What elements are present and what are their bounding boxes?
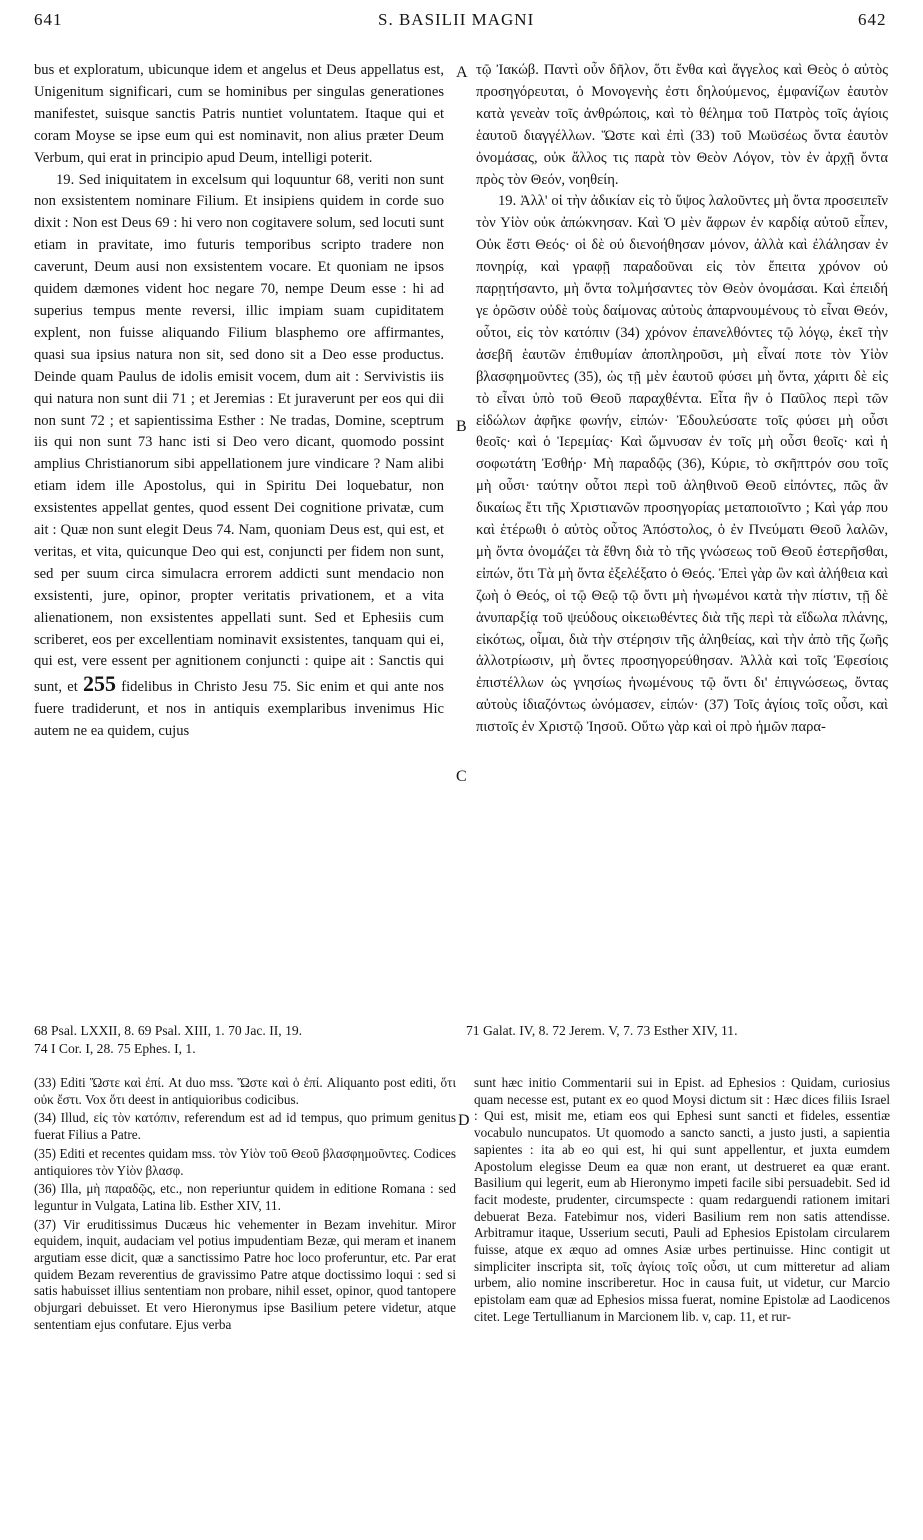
note-37-continued: sunt hæc initio Commentarii sui in Epist. ad Ephesios : Quidam, curiosius quam necesse est, putant ex eo quod Moysi dictum sit : Hæc dices filiis Israel : Qui est, misit me, etiam eos qui Ephesi sunt sancti et fideles, essentiæ vocabulo nuncupatos. Ut quomodo a sancto sancti, a justo justi, a sapientia sapientes : ita ab eo qui est, hi qui sunt appellentur, et juxta eumdem Apostolum elegisse Deum ea quæ non erant, ut destrueret ea quæ erant. Basilium qui legerit, eum ab Hieronymo impeti facile sibi persuadebit. Sed id facit modeste, prudenter, circumspecte : quam redarguendi rationem imitari debuerat Beza. Fatebimur nos, videri Basilium rem non satis attendisse. Arbitramur itaque, Usserium secuti, Pauli ad Ephesios Epistolam circularem fuisse, atque ex æquo ad omnes Asiæ urbes pertinuisse. Hinc contigit ut simpliciter inscripta sit, τοῖς ἁγίοις τοῖς οὖσι, ut cum mitteretur ad aliam urbem, alio nomine inscriberetur. Hoc in causa fuit, ut videtur, cur Marcio epistolam eam quæ ad Ephesios missa fuerat, nomine Epistolæ ad Laodicenos citet. Lege Tertullianum in Marcionem lib. v, cap. 11, et rur- bbox=[474, 1075, 890, 1324]
note-36: (36) Illa, μὴ παραδῷς, etc., non reperiuntur quidem in editione Romana : sed leguntur in Vulgata, Latina lib. Esther XIV, 11. bbox=[34, 1181, 456, 1213]
margin-marker-d: D bbox=[458, 1112, 470, 1129]
edition-page-marker: 255 bbox=[83, 671, 116, 697]
left-page-number: 641 bbox=[34, 10, 63, 29]
scripture-footnotes-right bbox=[466, 1022, 906, 1040]
margin-marker-a: A bbox=[456, 64, 468, 81]
note-35: (35) Editi et recentes quidam mss. τὸν Υἱὸν τοῦ Θεοῦ βλασφημοῦντες. Codices antiquiores τὸν Υἱὸν βλασφ. bbox=[34, 1145, 456, 1178]
footnote-line-1: 68 Psal. LXXII, 8. 69 Psal. XIII, 1. 70 Jac. II, 19. bbox=[34, 1023, 303, 1038]
footnote-line-2: 74 I Cor. I, 28. 75 Ephes. I, 1. bbox=[34, 1041, 196, 1056]
greek-paragraph-2: 19. Ἀλλ' οἱ τὴν ἀδικίαν εἰς τὸ ὕψος λαλοῦντες μὴ ὄντα προσειπεῖν τὸν Υἱὸν οὐκ ἀπώκνησαν. Καὶ Ὁ μὲν ἄφρων ἐν καρδίᾳ αὐτοῦ εἶπεν, Οὐκ ἔστι Θεός· οἱ δὲ οὐ διενοήθησαν μόνον, ἀλλὰ καὶ ἐλάλησαν ἐν πονηρίᾳ, καὶ γραφῇ παραδοῦναι εἰς τὸν ἔπειτα χρόνον οὐ παρῃτήσαντο, μὴ ὄντα τολμήσαντες τὸν Θεὸν ὀνομάσαι. Καὶ ἐπειδή γε ὁρῶσιν οὐδὲ τοὺς δαίμονας αὐτοὺς ἀπαρνουμένους τὸ εἶναι Θεόν, οὗτοι, εἰς τὸν κατόπιν (34) χρόνον ἐπανελθόντες τῷ λόγῳ, ἐκεῖ τὴν ἀσεβῆ ἑαυτῶν ἐπιθυμίαν ἀποπληροῦσι, μὴ εἶναί ποτε τὸν Υἱὸν βλασφημοῦντες (35), ὡς τῇ μὲν ἑαυτοῦ φύσει μὴ ὄντα, χάριτι δὲ εἰς τὸ εἶναι ὑπὸ τοῦ Θεοῦ παραχθέντα. Εἶτα ἣν ὁ Παῦλος περὶ τῶν εἰδώλων ἀφῆκε φωνήν, εἰπών· Ἐδουλεύσατε τοῖς φύσει μὴ οὖσι θεοῖς· καὶ ὁ Ἱερεμίας· Καὶ ὤμνυσαν ἐν τοῖς μὴ οὖσι θεοῖς· καὶ ἡ σοφωτάτη Ἐσθήρ· Μὴ παραδῷς (36), Κύριε, τὸ σκῆπτρόν σου τοῖς μὴ οὖσι· ταύτην οὗτοι περὶ τοῦ ἀληθινοῦ Θεοῦ εἰπόντες, πῶς ἂν δικαίως ἔτι τῆς Χριστιανῶν προσηγορίας μεταποιοῖντο ; Καὶ γάρ που καὶ ἑτέρωθι ὁ αὐτὸς οὗτος Ἀπόστολος, ὁ ἐν Πνεύματι Θεοῦ λαλῶν, μὴ ὄντα ὀνομάζει τὰ ἔθνη διὰ τὸ τῆς γνώσεως τοῦ Θεοῦ ἐστερῆσθαι, εἰπών, ὅτι Τὰ μὴ ὄντα ἐξελέξατο ὁ Θεός. Ἐπεὶ γὰρ ὢν καὶ ἀλήθεια καὶ ζωὴ ὁ Θεός, οἱ τῷ Θεῷ τῷ ὄντι μὴ ἡνωμένοι κατὰ τὴν πίστιν, τῇ δὲ ἀνυπαρξίᾳ τοῦ ψεύδους οἰκειωθέντες διὰ τῆς περὶ τὰ εἴδωλα πλάνης, εἰκότως, οἶμαι, διὰ τὴν στέρησιν τῆς ἀληθείας, καὶ τὴν ἀπὸ τῆς ζωῆς ἀλλοτρίωσιν, μὴ ὄντες προσηγορεύθησαν. Ἀλλὰ καὶ τοῖς Ἐφεσίοις ἐπιστέλλων ὡς γνησίως ἡνωμένους τῷ ὄντι δι' ἐπιγνώσεως, ὄντας αὐτοὺς ἰδιαζόντως ὠνόμασεν, εἰπών· (37) Τοῖς ἁγίοις τοῖς οὖσι, καὶ πιστοῖς ἐν Χριστῷ Ἰησοῦ. Οὕτω γὰρ καὶ οἱ πρὸ ἡμῶν παρα- bbox=[476, 193, 888, 736]
editorial-notes-left bbox=[34, 1075, 456, 1336]
footnote-line-right: 71 Galat. IV, 8. 72 Jerem. V, 7. 73 Esther XIV, 11. bbox=[466, 1023, 738, 1038]
note-34: (34) Illud, εἰς τὸν κατόπιν, referendum est ad id tempus, quo primum genitus fuerat Filius a Patre. bbox=[34, 1110, 456, 1143]
note-33: (33) Editi Ὥστε καὶ ἐπί. At duo mss. Ὥστε καὶ ὁ ἐπί. Aliquanto post editi, ὅτι οὐκ ἔστι. Vox ὅτι deest in antiquioribus codicibus. bbox=[34, 1075, 456, 1107]
latin-paragraph-2-part2: fidelibus in Christo Jesu 75. Sic enim et qui ante nos fuere tradiderunt, et nos in antiquis exemplaribus invenimus Hic autem ne ea quidem, cujus bbox=[34, 679, 444, 740]
greek-text-column bbox=[476, 60, 888, 739]
latin-paragraph-2 bbox=[34, 170, 444, 744]
latin-paragraph-2-part1: 19. Sed iniquitatem in excelsum qui loquuntur 68, veriti non sunt non exsistentem nominare Filium. Et insipiens quidem in corde suo dixit : Non est Deus 69 : hi vero non cogitavere solum, sed locuti sunt etiam in pravitate, imo futuris temporibus scripto tradere non caverunt, Deum ausi non exsistentem vocare. Et quoniam ne ipsos quidem dæmones vident hoc negare 70, nempe Deum esse : hi ad superius tempus mente reversi, illic impiam suam cupiditatem explent, non fuisse aliquando Filium blasphemo ore affirmantes, quasi sua ipsius natura non sit, sed dono sit a Deo esse productus. Deinde quam Paulus de idolis emisit vocem, dum ait : Servivistis iis qui natura non sunt dii 71 ; et Jeremias : Et juraverunt per eos qui dii non sunt 72 ; et sapientissima Esther : Ne tradas, Domine, sceptrum iis qui non sunt 73 hanc isti si Deo vero dicant, quomodo possint amplius Christianorum sibi appellationem jure vindicare ? Nam alibi etiam idem ille Apostolus, qui in Spiritu Dei loquebatur, non exsistentes appellat gentes, quod essent Dei cognitione privatæ, cum ait : Quæ non sunt elegit Deus 74. Nam, quoniam Deus est, qui est, et veritas, et vita, quicunque Deo qui est, conjuncti per fidem non sunt, sed per suum circa simulacra errorem addicti sunt mendacio non exsistenti, jure, opinor, propter veritatis privationem, et a vita alienationem, non exsistentes appellati sunt. Sed et Ephesiis cum scriberet, eos per excellentiam nominavit exsistentes, tanquam qui ei, qui est, vere essent per agnitionem conjuncti : quipe ait : Sanctis qui sunt, et bbox=[34, 171, 444, 696]
running-title: S. BASILII MAGNI bbox=[378, 10, 535, 29]
right-page-number: 642 bbox=[858, 10, 887, 29]
latin-paragraph-1: bus et exploratum, ubicunque idem et angelus et Deus appellatus est, Unigenitum significari, cum se hominibus per singulas generationes manifestet, suisque sanctis Patris nuntiet voluntatem. Itaque qui et coram Moyse se ipse eum qui est nominavit, non alius præter Deum Verbum, qui erat in principio apud Deum, intelligi poterit. bbox=[34, 62, 444, 166]
scripture-footnotes-left bbox=[34, 1022, 456, 1058]
editorial-notes-right bbox=[474, 1075, 890, 1326]
margin-marker-b: B bbox=[456, 418, 467, 435]
greek-paragraph-1: τῷ Ἰακώβ. Παντὶ οὖν δῆλον, ὅτι ἔνθα καὶ ἄγγελος καὶ Θεὸς ὁ αὐτὸς προσηγόρευται, ὁ Μονογενὴς ἐστι δηλούμενος, ἐμφανίζων ἑαυτὸν κατὰ γενεὰν τοῖς ἀνθρώποις, καὶ τὸ θέλημα τοῦ Πατρὸς τοῖς ἁγίοις ἑαυτοῦ διαγγέλλων. Ὥστε καὶ ἐπὶ (33) τοῦ Μωϋσέως ὄντα ἑαυτὸν ὀνομάσας, οὐκ ἄλλος τις παρὰ τὸν Θεὸν Λόγον, τὸν ἐν ἀρχῇ ὄντα πρὸς τὸν Θεόν, νοηθείη. bbox=[476, 62, 888, 188]
margin-marker-c: C bbox=[456, 768, 467, 785]
latin-text-column bbox=[34, 60, 444, 743]
note-37: (37) Vir eruditissimus Ducæus hic vehementer in Bezam invehitur. Miror equidem, inquit, audaciam vel potius impudentiam Bezæ, qui meram et inanem argutiam esse dicit, quæ a sanctissimo Patre hoc loco proferuntur, etc. Par erat quidem Bezam reverentius de gravissimo Patre atque doctissimo loqui : sed si satis habuisset illius sententiam non probare, nihil esset, opinor, quod tantopere objurgari debuisset. Et vero Hieronymus ipse Basilium petere videtur, atque sententiam ejus confutare. Ejus verba bbox=[34, 1216, 456, 1332]
